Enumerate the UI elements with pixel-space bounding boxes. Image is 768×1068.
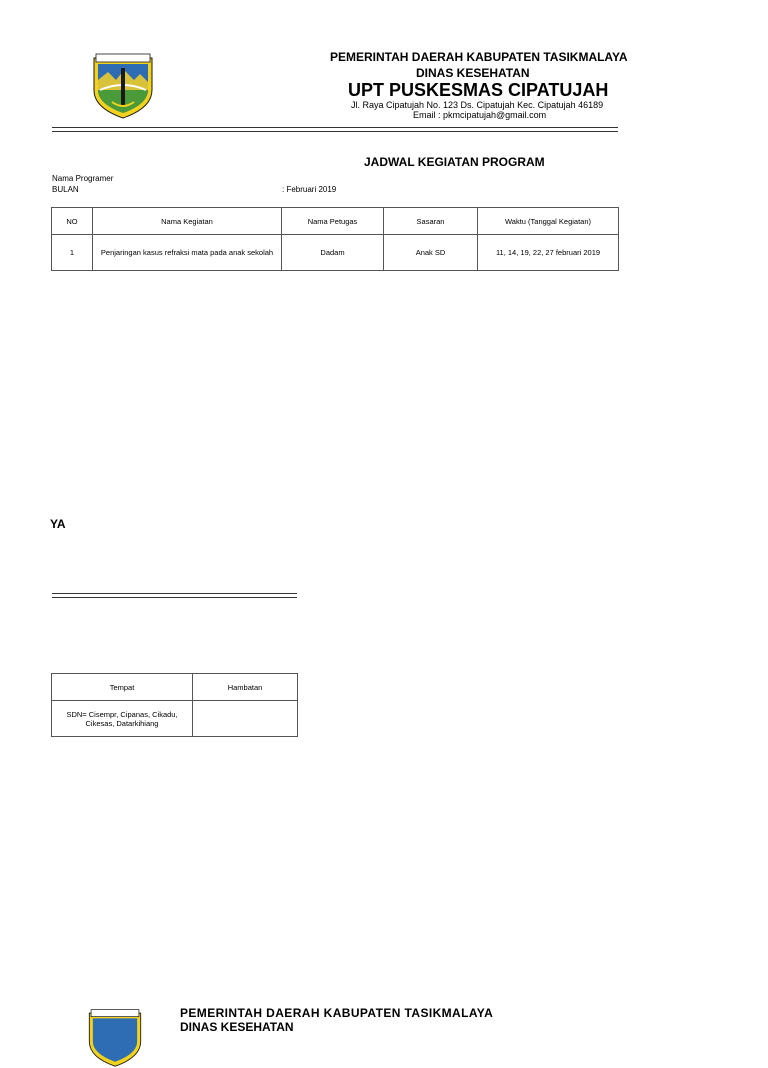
location-obstacle-table [51, 673, 298, 737]
letterhead-fragment: YA [50, 517, 66, 531]
header-activity-dates: Waktu (Tanggal Kegiatan) [478, 208, 619, 235]
regency-crest-logo-page3 [84, 1006, 146, 1068]
cell-no: 1 [52, 235, 93, 271]
table-header-row [52, 674, 298, 701]
table-row [52, 235, 619, 271]
cell-location: SDN= Cisempr, Cipanas, Cikadu, Cikesas, Datarkihiang [52, 701, 193, 737]
header-activity-name: Nama Kegiatan [93, 208, 282, 235]
letterhead-institution: UPT PUSKESMAS CIPATUJAH [348, 80, 609, 100]
letterhead-divider-top [52, 127, 618, 128]
programmer-label: Nama Programer [52, 174, 114, 183]
cell-target: Anak SD [384, 235, 478, 271]
page3-letterhead-government: PEMERINTAH DAERAH KABUPATEN TASIKMALAYA [180, 1006, 494, 1020]
month-label: BULAN [52, 185, 79, 194]
cell-officer-name: Dadam [282, 235, 384, 271]
letterhead-divider-bottom [52, 131, 618, 132]
regency-crest-logo [88, 50, 158, 120]
table-row [52, 701, 298, 737]
table-header-row [52, 208, 619, 235]
activity-schedule-table [51, 207, 619, 271]
page3-letterhead-department: DINAS KESEHATAN [180, 1020, 294, 1034]
header-no: NO [52, 208, 93, 235]
header-target: Sasaran [384, 208, 478, 235]
letterhead-department: DINAS KESEHATAN [416, 66, 530, 80]
header-officer-name: Nama Petugas [282, 208, 384, 235]
header-location: Tempat [52, 674, 193, 701]
letterhead-email: Email : pkmcipatujah@gmail.com [413, 110, 547, 120]
page2-divider-bottom [52, 597, 297, 598]
letterhead-address: Jl. Raya Cipatujah No. 123 Ds. Cipatujah Kec. Cipatujah 46189 [351, 100, 604, 110]
month-value: : Februari 2019 [282, 185, 337, 194]
page2-divider-top [52, 593, 297, 594]
cell-activity-dates: 11, 14, 19, 22, 27 februari 2019 [478, 235, 619, 271]
header-obstacle: Hambatan [193, 674, 298, 701]
letterhead-government: PEMERINTAH DAERAH KABUPATEN TASIKMALAYA [330, 50, 628, 64]
cell-obstacle [193, 701, 298, 737]
cell-activity-name: Penjaringan kasus refraksi mata pada anak sekolah [93, 235, 282, 271]
document-title: JADWAL KEGIATAN PROGRAM [364, 155, 545, 169]
